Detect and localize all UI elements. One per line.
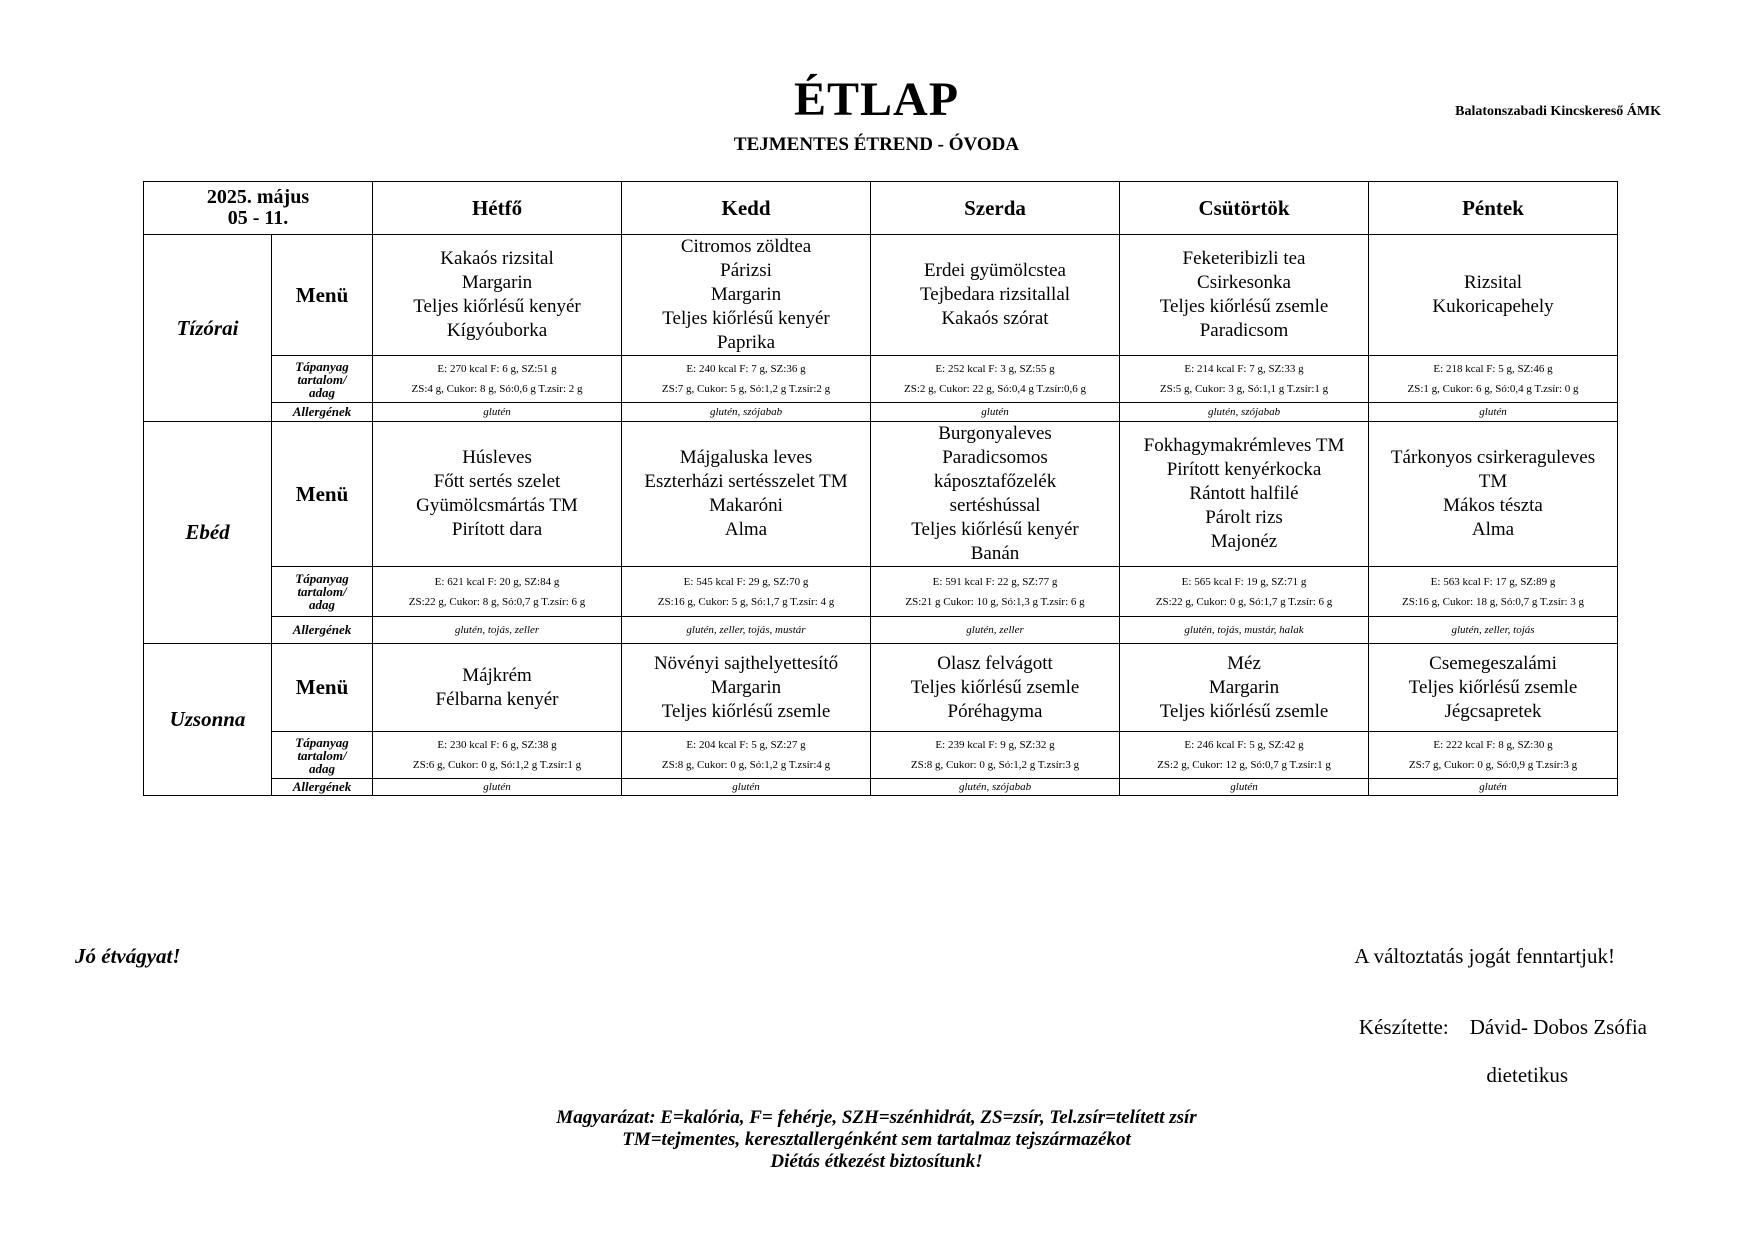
- day-header-wednesday: Szerda: [871, 182, 1120, 235]
- menu-label: Menü: [272, 422, 373, 567]
- day-header-thursday: Csütörtök: [1120, 182, 1369, 235]
- menu-item: Póréhagyma: [947, 700, 1043, 722]
- allergens-label: Allergének: [272, 403, 373, 422]
- menu-item: Párizsi: [720, 260, 772, 281]
- allergen-cell-tuesday: glutén, zeller, tojás, mustár: [622, 617, 871, 644]
- nutrition-cell-monday: [373, 567, 622, 617]
- nutrition-cell-thursday: [1120, 567, 1369, 617]
- menu-item: Eszterházi sertésszelet TM: [644, 471, 848, 492]
- menu-item: Paprika: [716, 332, 776, 353]
- allergen-cell-wednesday: glutén, szójabab: [871, 779, 1120, 796]
- menu-item: Csemegeszalámi: [1429, 652, 1557, 674]
- menu-cell-friday: [1369, 235, 1618, 356]
- allergen-cell-thursday: glutén, szójabab: [1120, 403, 1369, 422]
- nutrition-line: ZS:4 g, Cukor: 8 g, Só:0,6 g T.zsír: 2 g: [411, 383, 583, 395]
- nutrition-cell-wednesday: [871, 567, 1120, 617]
- menu-cell-tuesday: [622, 422, 871, 567]
- nutrition-line: E: 563 kcal F: 17 g, SZ:89 g: [1430, 575, 1556, 588]
- nutrition-label-line: tartalom/: [297, 747, 347, 763]
- menu-item: Olasz felvágott: [937, 652, 1053, 674]
- menu-item: Kakaós szórat: [941, 308, 1049, 329]
- menu-item: TM: [1478, 471, 1508, 492]
- week-range: 05 - 11.: [227, 207, 289, 229]
- nutrition-label: [272, 732, 373, 779]
- menu-label: Menü: [272, 235, 373, 356]
- menu-item: Teljes kiőrlésű zsemle: [661, 700, 831, 722]
- allergen-row: [144, 403, 1618, 422]
- menu-item: Kukoricapehely: [1432, 296, 1554, 317]
- menu-item: Margarin: [1208, 676, 1280, 698]
- menu-item: Kígyóuborka: [446, 320, 548, 341]
- menu-item: káposztafőzelék: [933, 471, 1057, 492]
- allergen-cell-tuesday: glutén: [622, 779, 871, 796]
- nutrition-cell-friday: [1369, 732, 1618, 779]
- menu-cell-thursday: [1120, 644, 1369, 732]
- nutrition-cell-monday: [373, 732, 622, 779]
- menu-cell-wednesday: [871, 422, 1120, 567]
- nutrition-line: ZS:1 g, Cukor: 6 g, Só:0,4 g T.zsír: 0 g: [1407, 383, 1579, 395]
- nutrition-label-line: adag: [309, 760, 335, 776]
- meal-name: Uzsonna: [144, 644, 272, 796]
- menu-row: [144, 422, 1618, 567]
- menu-item: Teljes kiőrlésű zsemle: [1159, 296, 1329, 317]
- menu-item: Citromos zöldtea: [680, 236, 812, 257]
- nutrition-line: ZS:21 g Cukor: 10 g, Só:1,3 g T.zsír: 6 g: [905, 595, 1085, 608]
- nutrition-line: ZS:7 g, Cukor: 0 g, Só:0,9 g T.zsír:3 g: [1408, 759, 1578, 771]
- nutrition-cell-tuesday: [622, 567, 871, 617]
- nutrition-cell-wednesday: [871, 732, 1120, 779]
- menu-item: Erdei gyümölcstea: [924, 260, 1066, 281]
- menu-table: [143, 181, 1618, 796]
- nutrition-label-line: tartalom/: [297, 584, 347, 599]
- menu-item: Csirkesonka: [1197, 272, 1291, 293]
- nutrition-label-line: Tápanyag: [295, 571, 349, 586]
- menu-item: Főtt sertés szelet: [433, 471, 561, 492]
- allergen-cell-friday: glutén, zeller, tojás: [1369, 617, 1618, 644]
- nutrition-line: E: 565 kcal F: 19 g, SZ:71 g: [1181, 575, 1307, 588]
- nutrition-line: E: 218 kcal F: 5 g, SZ:46 g: [1433, 363, 1553, 375]
- nutrition-line: E: 239 kcal F: 9 g, SZ:32 g: [935, 739, 1055, 751]
- nutrition-line: ZS:16 g, Cukor: 5 g, Só:1,7 g T.zsír: 4 g: [657, 595, 835, 608]
- allergen-cell-friday: glutén: [1369, 403, 1618, 422]
- menu-item: Margarin: [710, 676, 782, 698]
- nutrition-row: [144, 567, 1618, 617]
- menu-item: Tárkonyos csirkeraguleves: [1390, 447, 1596, 468]
- menu-cell-friday: [1369, 422, 1618, 567]
- nutrition-line: E: 230 kcal F: 6 g, SZ:38 g: [437, 739, 557, 751]
- menu-item: Rántott halfilé: [1189, 483, 1299, 504]
- menu-item: Kakaós rizsital: [440, 248, 554, 269]
- allergens-label: Allergének: [272, 779, 373, 796]
- allergen-cell-thursday: glutén, tojás, mustár, halak: [1120, 617, 1369, 644]
- day-header-monday: Hétfő: [373, 182, 622, 235]
- page-title: ÉTLAP: [793, 73, 960, 126]
- nutrition-line: E: 240 kcal F: 7 g, SZ:36 g: [686, 363, 806, 375]
- menu-item: Májkrém: [462, 664, 532, 686]
- nutrition-label: [272, 356, 373, 403]
- menu-item: Párolt rizs: [1205, 507, 1283, 528]
- allergen-cell-friday: glutén: [1369, 779, 1618, 796]
- menu-item: Növényi sajthelyettesítő: [653, 652, 839, 674]
- nutrition-row: [144, 732, 1618, 779]
- menu-item: Mákos tészta: [1443, 495, 1543, 516]
- nutrition-line: E: 270 kcal F: 6 g, SZ:51 g: [437, 363, 557, 375]
- legend-line: TM=tejmentes, keresztallergénként sem tartalmaz tejszármazékot: [622, 1129, 1131, 1150]
- menu-item: Margarin: [461, 272, 533, 293]
- day-header-tuesday: Kedd: [622, 182, 871, 235]
- allergen-cell-monday: glutén: [373, 403, 622, 422]
- allergen-row: [144, 779, 1618, 796]
- menu-item: Gyümölcsmártás TM: [416, 495, 578, 516]
- menu-item: Májgaluska leves: [679, 447, 813, 468]
- menu-item: Margarin: [710, 284, 782, 305]
- menu-item: Paradicsomos: [942, 447, 1048, 468]
- menu-item: Teljes kiőrlésű zsemle: [910, 676, 1080, 698]
- greeting-text: Jó étvágyat!: [75, 944, 181, 968]
- preparer-role: dietetikus: [1486, 1063, 1568, 1087]
- nutrition-line: E: 591 kcal F: 22 g, SZ:77 g: [932, 575, 1058, 588]
- allergen-cell-monday: glutén: [373, 779, 622, 796]
- nutrition-line: ZS:2 g, Cukor: 22 g, Só:0,4 g T.zsír:0,6 g: [904, 383, 1087, 395]
- nutrition-line: ZS:7 g, Cukor: 5 g, Só:1,2 g T.zsír:2 g: [661, 383, 831, 395]
- nutrition-cell-wednesday: [871, 356, 1120, 403]
- menu-item: Paradicsom: [1199, 320, 1289, 341]
- nutrition-line: E: 621 kcal F: 20 g, SZ:84 g: [434, 575, 560, 588]
- menu-item: Feketeribizli tea: [1182, 248, 1306, 269]
- menu-cell-tuesday: [622, 235, 871, 356]
- institution-name: Balatonszabadi Kincskereső ÁMK: [1455, 104, 1661, 119]
- menu-item: Teljes kiőrlésű zsemle: [1159, 700, 1329, 722]
- menu-item: Makaróni: [709, 495, 783, 516]
- nutrition-cell-thursday: [1120, 356, 1369, 403]
- allergen-cell-thursday: glutén: [1120, 779, 1369, 796]
- menu-item: Alma: [724, 519, 768, 540]
- menu-cell-friday: [1369, 644, 1618, 732]
- meal-name: Tízórai: [144, 235, 272, 422]
- nutrition-line: E: 545 kcal F: 29 g, SZ:70 g: [683, 575, 809, 588]
- menu-cell-monday: [373, 422, 622, 567]
- menu-item: Félbarna kenyér: [435, 688, 559, 710]
- menu-item: Banán: [970, 543, 1020, 564]
- nutrition-label-line: Tápanyag: [295, 734, 349, 750]
- menu-cell-thursday: [1120, 422, 1369, 567]
- menu-item: Rizsital: [1463, 272, 1523, 293]
- nutrition-line: E: 204 kcal F: 5 g, SZ:27 g: [686, 739, 806, 751]
- allergen-cell-monday: glutén, tojás, zeller: [373, 617, 622, 644]
- rights-notice: A változtatás jogát fenntartjuk!: [1354, 944, 1615, 968]
- meal-name: Ebéd: [144, 422, 272, 644]
- prepared-by: Készítette: Dávid- Dobos Zsófia: [1358, 1015, 1647, 1039]
- allergen-cell-tuesday: glutén, szójabab: [622, 403, 871, 422]
- menu-cell-thursday: [1120, 235, 1369, 356]
- menu-item: Húsleves: [462, 447, 532, 468]
- nutrition-label: [272, 567, 373, 617]
- menu-cell-tuesday: [622, 644, 871, 732]
- nutrition-cell-tuesday: [622, 356, 871, 403]
- day-header-friday: Péntek: [1369, 182, 1618, 235]
- nutrition-line: ZS:6 g, Cukor: 0 g, Só:1,2 g T.zsír:1 g: [412, 759, 582, 771]
- menu-cell-monday: [373, 644, 622, 732]
- menu-cell-wednesday: [871, 644, 1120, 732]
- nutrition-cell-tuesday: [622, 732, 871, 779]
- menu-item: Majonéz: [1210, 531, 1278, 552]
- nutrition-line: E: 252 kcal F: 3 g, SZ:55 g: [935, 363, 1055, 375]
- menu-item: Jégcsapretek: [1444, 700, 1542, 722]
- nutrition-line: ZS:22 g, Cukor: 8 g, Só:0,7 g T.zsír: 6 g: [408, 595, 586, 608]
- menu-label: Menü: [272, 644, 373, 732]
- menu-item: Pirított kenyérkocka: [1166, 459, 1322, 480]
- menu-item: sertéshússal: [949, 495, 1041, 516]
- week-month: 2025. május: [206, 186, 310, 208]
- week-date: [144, 182, 373, 235]
- menu-item: Teljes kiőrlésű zsemle: [1408, 676, 1578, 698]
- nutrition-cell-friday: [1369, 356, 1618, 403]
- allergen-cell-wednesday: glutén: [871, 403, 1120, 422]
- menu-row: [144, 235, 1618, 356]
- legend-line: Diétás étkezést biztosítunk!: [770, 1151, 983, 1172]
- nutrition-line: ZS:8 g, Cukor: 0 g, Só:1,2 g T.zsír:3 g: [910, 759, 1080, 771]
- allergen-row: [144, 617, 1618, 644]
- nutrition-label-line: Tápanyag: [295, 358, 349, 374]
- menu-cell-monday: [373, 235, 622, 356]
- nutrition-line: E: 246 kcal F: 5 g, SZ:42 g: [1184, 739, 1304, 751]
- menu-item: Pirított dara: [451, 519, 543, 540]
- nutrition-line: ZS:8 g, Cukor: 0 g, Só:1,2 g T.zsír:4 g: [661, 759, 831, 771]
- nutrition-cell-monday: [373, 356, 622, 403]
- table-header-row: [144, 182, 1618, 235]
- menu-item: Alma: [1471, 519, 1515, 540]
- nutrition-line: ZS:2 g, Cukor: 12 g, Só:0,7 g T.zsír:1 g: [1157, 759, 1331, 771]
- page-subtitle: TEJMENTES ÉTREND - ÓVODA: [733, 134, 1020, 155]
- nutrition-line: ZS:16 g, Cukor: 18 g, Só:0,7 g T.zsír: 3 g: [1402, 595, 1585, 608]
- menu-item: Teljes kiőrlésű kenyér: [911, 519, 1079, 540]
- legend-line: Magyarázat: E=kalória, F= fehérje, SZH=szénhidrát, ZS=zsír, Tel.zsír=telített zsír: [556, 1107, 1197, 1128]
- menu-item: Burgonyaleves: [938, 423, 1052, 444]
- nutrition-cell-thursday: [1120, 732, 1369, 779]
- menu-item: Fokhagymakrémleves TM: [1143, 435, 1345, 456]
- menu-item: Méz: [1227, 652, 1261, 674]
- nutrition-line: ZS:22 g, Cukor: 0 g, Só:1,7 g T.zsír: 6 g: [1155, 595, 1333, 608]
- menu-table-body: [144, 182, 1618, 796]
- allergens-label: Allergének: [272, 617, 373, 644]
- nutrition-line: E: 222 kcal F: 8 g, SZ:30 g: [1433, 739, 1553, 751]
- menu-row: [144, 644, 1618, 732]
- nutrition-label-line: adag: [309, 384, 335, 400]
- nutrition-cell-friday: [1369, 567, 1618, 617]
- menu-item: Tejbedara rizsitallal: [919, 284, 1071, 305]
- nutrition-line: ZS:5 g, Cukor: 3 g, Só:1,1 g T.zsír:1 g: [1159, 383, 1329, 395]
- nutrition-row: [144, 356, 1618, 403]
- nutrition-label-line: adag: [309, 597, 335, 612]
- nutrition-line: E: 214 kcal F: 7 g, SZ:33 g: [1184, 363, 1304, 375]
- nutrition-label-line: tartalom/: [297, 371, 347, 387]
- allergen-cell-wednesday: glutén, zeller: [871, 617, 1120, 644]
- menu-item: Teljes kiőrlésű kenyér: [662, 308, 830, 329]
- menu-item: Teljes kiőrlésű kenyér: [413, 296, 581, 317]
- menu-cell-wednesday: [871, 235, 1120, 356]
- legend: [0, 1107, 1753, 1173]
